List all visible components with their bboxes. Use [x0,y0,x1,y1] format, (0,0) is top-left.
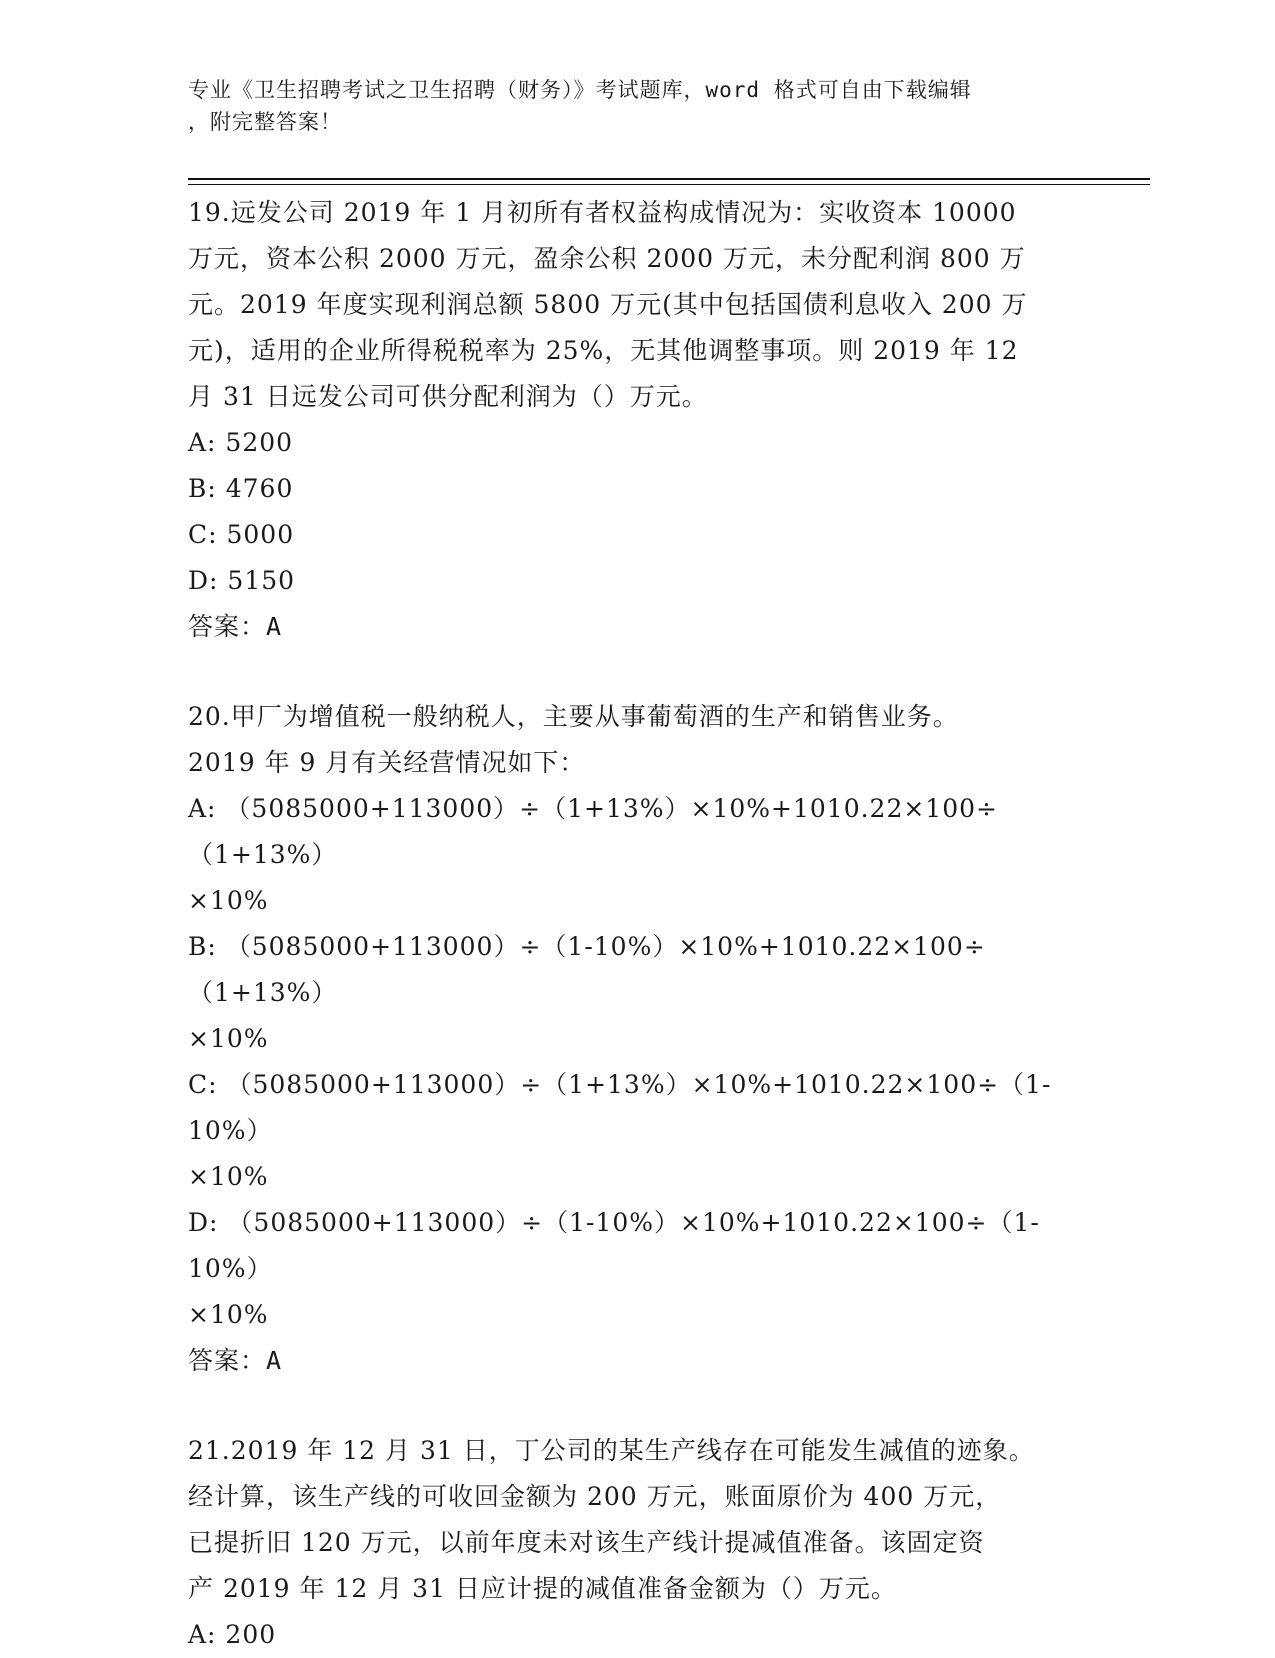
question-text-line: 产 2019 年 12 月 31 日应计提的减值准备金额为（）万元。 [188,1574,897,1603]
option-d: D: 5150 [188,566,296,595]
question-spacer [188,650,1088,694]
answer-line: 答案：A [188,612,283,641]
answer-line: 答案：A [188,1346,283,1375]
option-a-continued: ×10% [188,886,269,915]
option-b-continued: ×10% [188,1024,269,1053]
header-line-1: 专业《卫生招聘考试之卫生招聘（财务）》考试题库，word 格式可自由下载编辑 [188,78,972,102]
question-20 [188,694,1088,1384]
question-text-line: 2019 年 9 月有关经营情况如下： [188,748,586,777]
header-divider-thick [188,178,1150,180]
question-21 [188,1428,1088,1658]
question-text-line: 19.远发公司 2019 年 1 月初所有者权益构成情况为：实收资本 10000 [188,198,1017,227]
option-a: A: （5085000+113000）÷（1+13%）×10%+1010.22×100÷（1+13%） [188,794,998,869]
header-divider-thin [188,184,1150,185]
header-line-2: ，附完整答案！ [188,110,342,134]
option-b: B: （5085000+113000）÷（1-10%）×10%+1010.22×100÷（1+13%） [188,932,986,1007]
question-text-line: 20.甲厂为增值税一般纳税人，主要从事葡萄酒的生产和销售业务。 [188,702,959,731]
question-text-line: 元)，适用的企业所得税税率为 25%，无其他调整事项。则 2019 年 12 [188,336,1019,365]
question-text-line: 万元，资本公积 2000 万元，盈余公积 2000 万元，未分配利润 800 万 [188,244,1026,273]
question-text-line: 经计算，该生产线的可收回金额为 200 万元，账面原价为 400 万元， [188,1482,1002,1511]
question-list [188,190,1088,1658]
option-a: A: 5200 [188,428,294,457]
question-text-line: 21.2019 年 12 月 31 日，丁公司的某生产线存在可能发生减值的迹象。 [188,1436,1035,1465]
question-text-line: 元。2019 年度实现利润总额 5800 万元(其中包括国债利息收入 200 万 [188,290,1028,319]
option-c-continued: ×10% [188,1162,269,1191]
option-c: C: 5000 [188,520,295,549]
option-a: A: 200 [188,1620,277,1649]
question-19 [188,190,1088,650]
option-d-continued: ×10% [188,1300,269,1329]
question-text-line: 月 31 日远发公司可供分配利润为（）万元。 [188,382,708,411]
option-c: C: （5085000+113000）÷（1+13%）×10%+1010.22×100÷（1-10%） [188,1070,1052,1145]
document-header [188,74,1068,138]
option-b: B: 4760 [188,474,294,503]
question-text-line: 已提折旧 120 万元，以前年度未对该生产线计提减值准备。该固定资 [188,1528,985,1557]
question-spacer [188,1384,1088,1428]
option-d: D: （5085000+113000）÷（1-10%）×10%+1010.22×100÷（1-10%） [188,1208,1040,1283]
